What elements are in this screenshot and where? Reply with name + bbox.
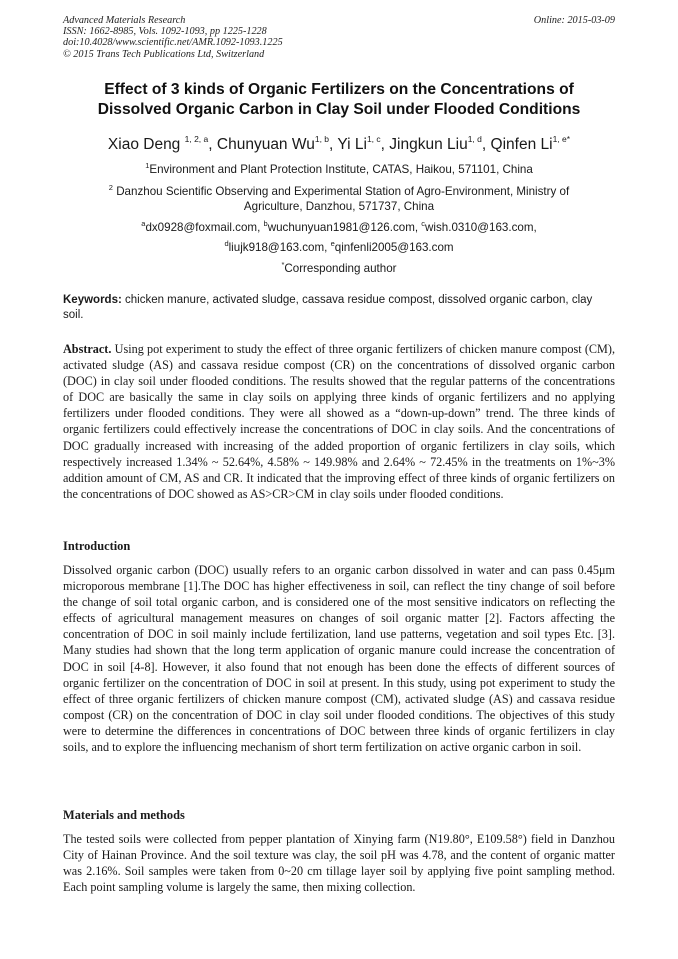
author: Qinfen $Li^{1, e*}$ [490, 134, 571, 153]
author: Xiao Deng $^{1, 2, a}$, [107, 134, 217, 153]
email-link[interactable]: wish.0310@163.com, [425, 221, 537, 234]
methods-text: The tested soils were collected from pepper plantation of Xinying farm (N19.80°, E109.58°) field in Danzhou City of Hainan Province. And the soil texture was clay, the soil pH was 4.78, and the content of organic matter was 2.16%. Soil samples were taken from 0~20 cm tillage layer soil by applying five point sampling method. Each point sampling volume is largely the same, then mixing collection. [63, 832, 615, 895]
title-line-1: Effect of 3 kinds of Organic Fertilizers on the Concentrations of [104, 81, 574, 98]
journal-header [63, 15, 615, 60]
corresponding-author-note: *Corresponding author [281, 260, 397, 275]
email-link[interactable]: qinfenli2005@163.com [334, 241, 454, 254]
title-line-2: Dissolved Organic Carbon in Clay Soil under Flooded Conditions [97, 101, 581, 118]
copyright-line: © 2015 Trans Tech Publications Ltd, Switzerland [63, 48, 265, 60]
introduction-text: Dissolved organic carbon (DOC) usually refers to an organic carbon dissolved in water and can pass 0.45μm microporous membrane [1].The DOC has higher effectiveness in soil, can reflect the tiny change of soil before the change of soil total organic carbon, and is considered one of the most sensitive indicators on reflecting the effects of agricultural management measures on changes of soil organic matter [2]. Factors affecting the concentration of DOC in soil mainly include fertilization, land use patterns, vegetation and soil types Etc. [3]. Many studies had shown that the long term application of organic manure could increase the concentration of DOC in soil [4-8]. However, it also found that not enough has been done the effects of different sources of organic fertilizer on the concentration of DOC in soil at present. In this study, using pot experiment to study the effect of three organic fertilizers of chicken manure compost (CM), activated sludge (AS) and cassava residue compost (CR) on the concentration of DOC in clay soil under flooded conditions. The objectives of this study were to determine the differences in concentrations of DOC between three kinds of organic fertilizers in clay soils, and to explore the influencing mechanism of short term fertilization on active organic carbon in soil. [63, 563, 615, 755]
abstract-section [63, 341, 615, 502]
author: Yi Li$^{1, c}$, [337, 134, 390, 153]
abstract-label: Abstract. [63, 342, 112, 356]
email-line-1: $^a$dx0928@foxmail.com, $^b$wuchunyuan1981@126.com, $^c$wish.0310@163.com, [141, 219, 537, 234]
email-link[interactable]: dx0928@foxmail.com, [145, 221, 264, 234]
author-list [40, 129, 638, 155]
journal-name: Advanced Materials Research [63, 15, 186, 26]
email-link[interactable]: liujk918@163.com, [228, 241, 331, 254]
email-line-2: $^d$liujk918@163.com, $^e$qinfenli2005@163.com [224, 239, 454, 254]
issn-line: ISSN: 1662-8985, Vols. 1092-1093, pp 1225-1228 [63, 26, 267, 38]
doi-line: doi:10.4028/www.scientific.net/AMR.1092-1093.1225 [63, 37, 283, 49]
methods-heading: Materials and methods [63, 808, 185, 822]
online-date: Online: 2015-03-09 [533, 15, 615, 26]
keywords-text: chicken manure, activated sludge, cassava residue compost, dissolved organic carbon, clay soil. [63, 294, 593, 322]
email-link[interactable]: wuchunyuan1981@126.com, [267, 221, 422, 234]
keywords-label: Keywords: [63, 294, 122, 306]
author: Chunyuan Wu$^{1, b}$, [216, 134, 338, 153]
keywords-section [63, 293, 615, 323]
affiliation-2: $^2$ Danzhou Scientific Observing and Experimental Station of Agro-Environment, Ministry of Agriculture, Danzhou, 571737, China [108, 183, 570, 213]
author: Jingkun Liu$^{1, d}$, [389, 134, 491, 153]
paper-title [40, 80, 638, 120]
affiliation-1: $^1$Environment and Plant Protection Institute, CATAS, Haikou, 571101, China [145, 161, 533, 176]
abstract-text: Using pot experiment to study the effect of three organic fertilizers of chicken manure compost (CM), activated sludge (AS) and cassava residue compost (CR) on the concentrations of dissolved organic carbon (DOC) in clay soil under flooded conditions. The results showed that the regular patterns of the concentrations of DOC are basically the same in clay soils on applying three kinds of organic fertilizers and no applying fertilizers under flooded conditions. They were all showed as a “down-up-down” trend. The three kinds of organic fertilizers could effectively increase the concentrations of DOC in clay soils. And the concentrations of DOC gradually increased with increasing of the added proportion of organic fertilizers in clay soils, which respectively increased 1.34% ~ 52.64%, 4.58% ~ 149.98% and 2.64% ~ 72.45% in the treatments on 1%~3% addition amount of CM, AS and CR. It indicated that the improving effect of three kinds of organic fertilizers on the concentrations of DOC showed as AS>CR>CM in clay soils under flooded conditions. [63, 342, 615, 501]
introduction-heading: Introduction [63, 539, 131, 553]
